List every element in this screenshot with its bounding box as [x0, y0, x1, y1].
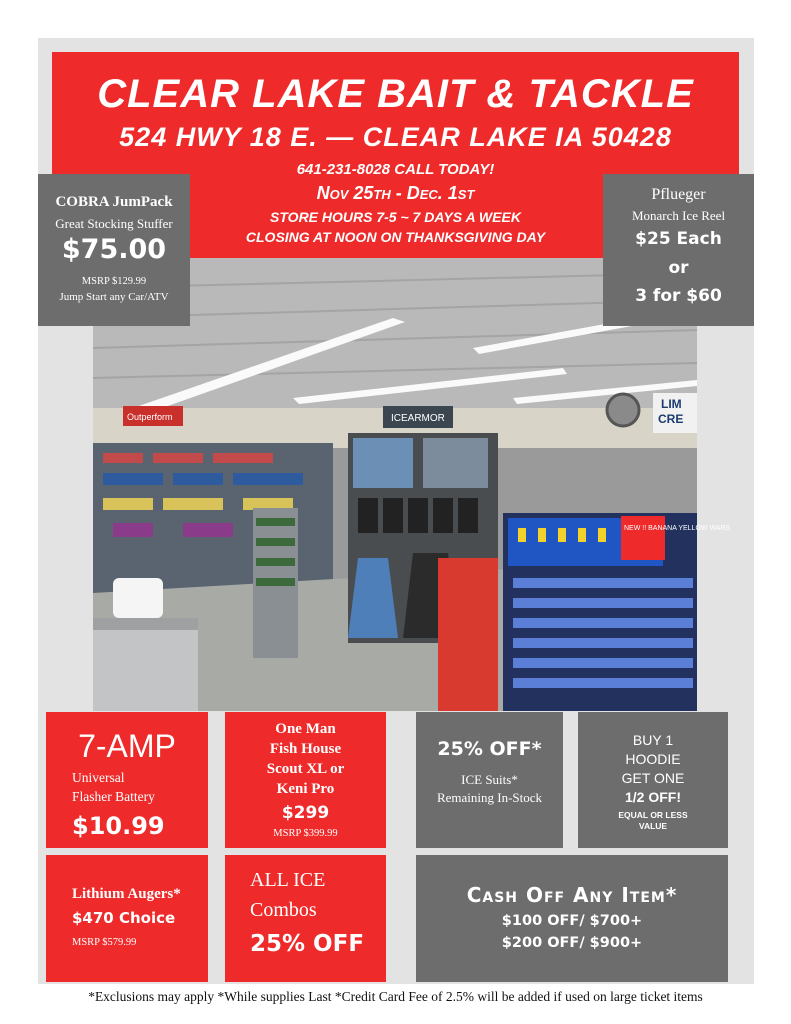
cobra-jumpack-offer [38, 174, 190, 326]
lithium-augers-offer [46, 855, 208, 982]
pflueger-product: Monarch Ice Reel [631, 208, 726, 223]
store-hours: STORE HOURS 7-5 ~ 7 DAYS A WEEK [270, 209, 521, 225]
hoodie-line2: HOODIE [625, 751, 681, 767]
cobra-subtitle: Great Stocking Stuffer [55, 216, 173, 231]
ice-combos-offer [225, 855, 386, 982]
hoodie-line1: BUY 1 [632, 732, 674, 748]
augers-price: $470 Choice [72, 909, 176, 927]
pflueger-price: $25 Each [635, 229, 722, 249]
cashoff-line1: $100 OFF/ $700+ [501, 913, 643, 929]
sign-icearmor: ICEARMOR [391, 413, 445, 424]
flasher-battery-offer [46, 712, 208, 848]
fishhouse-price: $299 [281, 803, 330, 823]
store-address: 524 HWY 18 E. — CLEAR LAKE IA 50428 [119, 122, 672, 152]
cobra-note: Jump Start any Car/ATV [59, 291, 169, 303]
pflueger-or: or [668, 258, 689, 278]
cash-off-offer [416, 855, 728, 982]
sign-cre: CRE [658, 412, 684, 426]
fishhouse-msrp: MSRP $399.99 [273, 828, 338, 839]
cobra-msrp: MSRP $129.99 [81, 276, 147, 287]
augers-msrp: MSRP $579.99 [72, 937, 137, 948]
battery-line1: Universal [72, 770, 125, 785]
cobra-price: $75.00 [61, 234, 167, 265]
sign-lim: LIM [661, 397, 682, 411]
combos-line1: ALL ICE [250, 869, 326, 891]
hoodie-line6: VALUE [638, 821, 668, 831]
battery-price: $10.99 [72, 812, 165, 840]
sale-dates: Nov 25th - Dec. 1st [316, 183, 475, 203]
sign-new-arrival: NEW !! BANANA YELLOW WARS [624, 525, 731, 532]
pflueger-brand: Pflueger [651, 186, 706, 203]
ice-suits-offer [416, 712, 563, 848]
augers-title: Lithium Augers* [72, 886, 181, 902]
fishhouse-line1: One Man [275, 721, 336, 737]
store-phone: 641-231-8028 CALL TODAY! [296, 161, 495, 178]
pflueger-reel-offer [603, 174, 754, 326]
battery-line2: Flasher Battery [72, 789, 155, 804]
fishhouse-line3: Scout XL or [266, 761, 345, 777]
cobra-title: COBRA JumPack [55, 194, 173, 210]
icesuits-headline: 25% OFF* [437, 738, 542, 760]
battery-headline: 7-AMP [78, 728, 176, 764]
hoodie-line5: EQUAL OR LESS [618, 810, 688, 820]
icesuits-line1: ICE Suits* [461, 772, 518, 787]
thanksgiving-closing: CLOSING AT NOON ON THANKSGIVING DAY [245, 229, 546, 245]
fishhouse-line4: Keni Pro [276, 781, 335, 797]
fishhouse-line2: Fish House [269, 741, 342, 757]
hoodie-line3: GET ONE [621, 770, 685, 786]
icesuits-line2: Remaining In-Stock [436, 790, 543, 805]
cashoff-headline: Cash Off Any Item* [466, 883, 678, 907]
sign-outperform: Outperform [127, 412, 173, 422]
combos-discount: 25% OFF [250, 931, 365, 957]
fish-house-offer [225, 712, 386, 848]
pflueger-bundle: 3 for $60 [635, 286, 722, 306]
hoodie-offer [578, 712, 728, 848]
cashoff-line2: $200 OFF/ $900+ [501, 935, 643, 951]
footnote-disclaimer: *Exclusions may apply *While supplies Last *Credit Card Fee of 2.5% will be added if used on large ticket items [88, 989, 703, 1004]
combos-line2: Combos [250, 899, 317, 921]
hoodie-line4: 1/2 OFF! [624, 789, 681, 805]
store-title: CLEAR LAKE BAIT & TACKLE [97, 72, 694, 116]
